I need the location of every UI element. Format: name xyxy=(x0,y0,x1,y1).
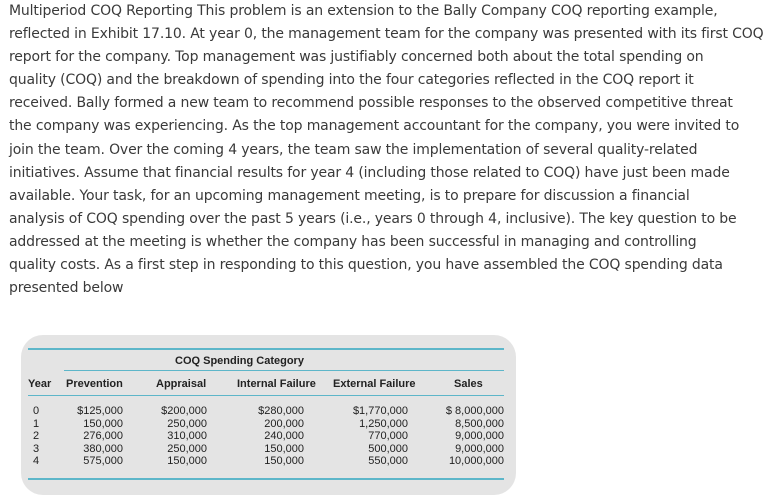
text-line: available. Your task, for an upcoming management meeting, is to prepare for discussion a financial xyxy=(9,187,690,204)
table-cell: 1,250,000 xyxy=(359,417,408,430)
header-internal-failure: Internal Failure xyxy=(237,378,316,390)
table-cell: $280,000 xyxy=(258,405,304,417)
table-cell: 150,000 xyxy=(264,455,304,468)
bottom-rule xyxy=(28,478,504,480)
table-cell: 2 xyxy=(33,430,40,443)
table-cell: 10,000,000 xyxy=(448,455,504,468)
table-cell: 250,000 xyxy=(167,442,207,455)
table-cell: 575,000 xyxy=(83,455,123,468)
table-cell: 150,000 xyxy=(83,417,123,430)
text-line: Multiperiod COQ Reporting This problem is an extension to the Bally Company COQ reporting example, xyxy=(9,3,718,19)
table-cell: $200,000 xyxy=(161,405,207,417)
sales-column xyxy=(425,405,504,468)
prevention-column xyxy=(60,405,123,468)
table-cell: 240,000 xyxy=(264,430,304,443)
table-cell: 550,000 xyxy=(368,455,408,468)
table-cell: 1 xyxy=(33,417,40,430)
header-prevention: Prevention xyxy=(66,378,123,390)
text-line: quality costs. As a first step in responding to this question, you have assembled the COQ spending data xyxy=(9,257,723,274)
table-cell: $1,770,000 xyxy=(352,405,408,417)
group-rule xyxy=(64,370,504,371)
table-cell: 500,000 xyxy=(368,442,408,455)
table-cell: 200,000 xyxy=(264,417,304,430)
text-line: presented below xyxy=(9,280,124,297)
header-rule xyxy=(28,395,504,396)
table-cell: 0 xyxy=(33,405,40,417)
text-line: the company was experiencing. As the top management accountant for the company, you were invited to xyxy=(9,118,740,135)
table-cell: $125,000 xyxy=(77,405,123,417)
text-line: analysis of COQ spending over the past 5 years (i.e., years 0 through 4, inclusive). The key question to be xyxy=(9,210,737,227)
table-cell: 276,000 xyxy=(83,430,123,443)
table-cell: 9,000,000 xyxy=(455,442,504,455)
text-line: quality (COQ) and the breakdown of spending into the four categories reflected in the COQ report it xyxy=(9,72,694,89)
header-sales: Sales xyxy=(454,378,483,390)
table-cell: 150,000 xyxy=(167,455,207,468)
table-cell: 9,000,000 xyxy=(455,430,504,443)
table-cell: 310,000 xyxy=(167,430,207,443)
problem-text xyxy=(9,0,771,300)
table-cell: $ 8,000,000 xyxy=(445,405,504,417)
table-cell: 150,000 xyxy=(264,442,304,455)
header-external-failure: External Failure xyxy=(333,378,416,390)
table-cell: 250,000 xyxy=(167,417,207,430)
text-line: join the team. Over the coming 4 years, the team saw the implementation of several quality-related xyxy=(9,141,698,158)
table-cell: 8,500,000 xyxy=(455,417,504,430)
top-rule xyxy=(28,348,504,350)
header-appraisal: Appraisal xyxy=(156,378,207,390)
external-failure-column xyxy=(330,405,408,468)
internal-failure-column xyxy=(240,405,304,468)
appraisal-column xyxy=(144,405,207,468)
table-cell: 3 xyxy=(33,442,40,455)
group-header: COQ Spending Category xyxy=(175,355,304,367)
text-line: received. Bally formed a new team to recommend possible responses to the observed competitive threat xyxy=(9,95,733,112)
table-cell: 380,000 xyxy=(83,442,123,455)
text-line: reflected in Exhibit 17.10. At year 0, the management team for the company was presented with its first COQ xyxy=(9,26,764,43)
table-cell: 770,000 xyxy=(368,430,408,443)
text-line: addressed at the meeting is whether the company has been successful in managing and controlling xyxy=(9,233,697,250)
text-line: report for the company. Top management was justifiably concerned both about the total spending on xyxy=(9,49,704,66)
year-column xyxy=(33,405,39,468)
header-year: Year xyxy=(28,378,52,390)
table-cell: 4 xyxy=(33,455,40,468)
text-line: initiatives. Assume that financial results for year 4 (including those related to COQ) have just been made xyxy=(9,164,730,181)
